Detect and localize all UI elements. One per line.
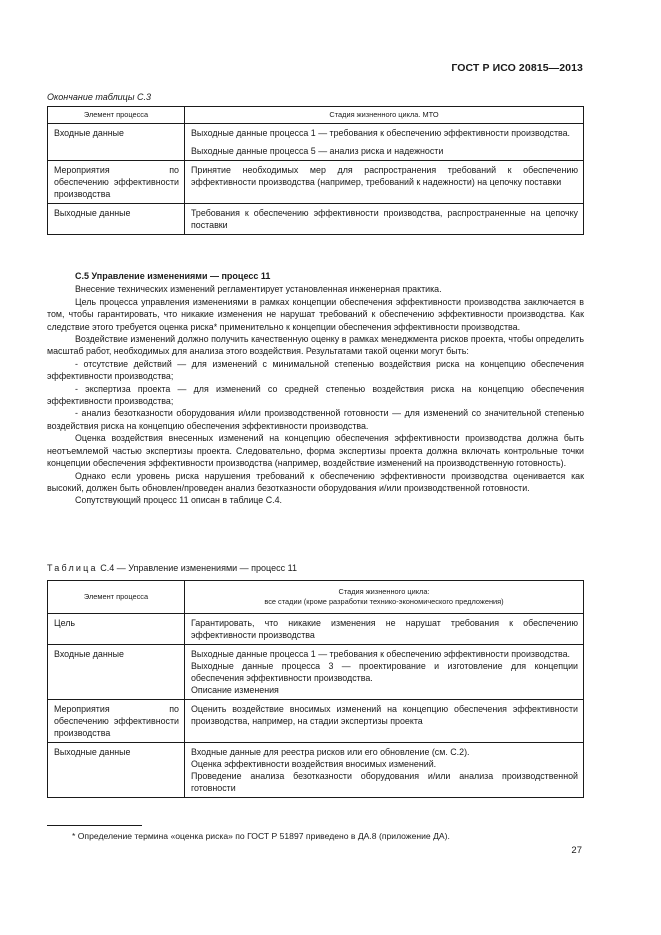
table-c4 <box>47 580 584 798</box>
list-item: - экспертиза проекта — для изменений со средней степенью воздействия риска на концепцию обеспечения эффективности производства; <box>47 383 584 407</box>
page-number: 27 <box>571 845 582 856</box>
table-header-row <box>48 581 584 614</box>
table-c3-caption: Окончание таблицы С.3 <box>47 92 151 102</box>
row-paragraph: Принятие необходимых мер для распространения требований к обеспечению эффективности производства (например, требований к надежности) на цепочку поставки <box>191 165 578 187</box>
row-element: Входные данные <box>48 645 185 700</box>
table-row <box>48 204 584 235</box>
row-line: Гарантировать, что никакие изменения не нарушат требования к обеспечению эффективности производства <box>191 618 578 640</box>
row-content <box>185 614 584 645</box>
row-line: Выходные данные процесса 3 — проектирование и изготовление для концепции обеспечения эффективности производства. <box>191 661 578 683</box>
col-header-line: все стадии (кроме разработки технико-экономического предложения) <box>264 597 504 606</box>
row-element: Входные данные <box>48 124 185 161</box>
table-row <box>48 124 584 161</box>
row-content <box>185 743 584 798</box>
section-c5 <box>47 270 584 507</box>
row-content <box>185 161 584 204</box>
table-c4-caption <box>47 563 297 573</box>
footnote-separator <box>47 825 142 826</box>
table-row <box>48 161 584 204</box>
table-header-row <box>48 107 584 124</box>
list-item: - анализ безотказности оборудования и/или производственной готовности — для изменений со значительной степенью воздействия риска на концепцию обеспечения эффективности производства. <box>47 408 584 431</box>
paragraph: Сопутствующий процесс 11 описан в таблице С.4. <box>75 495 282 506</box>
row-line: Оценить воздействие вносимых изменений на концепцию обеспечения эффективности производства, например, на стадии экспертизы проекта <box>191 704 578 726</box>
table-row <box>48 645 584 700</box>
list-item: - отсутствие действий — для изменений с минимальной степенью воздействия риска на концепцию обеспечения эффективности производства; <box>47 358 584 382</box>
table-row <box>48 614 584 645</box>
standard-header: ГОСТ Р ИСО 20815—2013 <box>451 62 583 74</box>
col-header-line: Стадия жизненного цикла: <box>338 587 430 596</box>
row-element: Мероприятия по обеспечению эффективности производства <box>48 161 185 204</box>
row-content <box>185 204 584 235</box>
row-element: Выходные данные <box>48 204 185 235</box>
table-c3 <box>47 106 584 235</box>
row-content <box>185 700 584 743</box>
paragraph: Цель процесса управления изменениями в рамках концепции обеспечения эффективности производства заключается в том, чтобы гарантировать, что никакие изменения не нарушат требований к обеспечению эффективности производства. Как следствие этого требуется оценка риска* применительно к концепции обеспечения эффективности производства. <box>47 296 584 332</box>
row-element: Цель <box>48 614 185 645</box>
footnote: * Определение термина «оценка риска» по ГОСТ Р 51897 приведено в ДА.8 (приложение ДА). <box>72 831 450 841</box>
row-paragraph: Выходные данные процесса 1 — требования к обеспечению эффективности производства. <box>191 128 571 138</box>
table-row <box>48 743 584 798</box>
caption-prefix: Таблица <box>47 563 98 573</box>
row-line: Входные данные для реестра рисков или его обновление (см. С.2). <box>191 747 470 757</box>
row-content <box>185 645 584 700</box>
table-row <box>48 700 584 743</box>
row-line: Выходные данные процесса 1 — требования к обеспечению эффективности производства. <box>191 649 571 659</box>
col-header-element: Элемент процесса <box>48 107 185 124</box>
col-header-stage: Стадия жизненного цикла. МТО <box>185 107 584 124</box>
section-heading: С.5 Управление изменениями — процесс 11 <box>75 271 271 281</box>
row-element: Выходные данные <box>48 743 185 798</box>
row-line: Оценка эффективности воздействия вносимых изменений. <box>191 759 437 769</box>
paragraph: Внесение технических изменений регламентирует установленная инженерная практика. <box>75 284 442 295</box>
row-paragraph: Выходные данные процесса 5 — анализ риска и надежности <box>191 146 444 156</box>
paragraph: Однако если уровень риска нарушения требований к обеспечению эффективности производства оценивается как высокий, должен быть обновлен/проведен анализ безотказности оборудования и/или производственной готовности. <box>47 470 584 493</box>
paragraph: Воздействие изменений должно получить качественную оценку в рамках менеджмента рисков проекта, чтобы определить масштаб работ, необходимых для анализа этого воздействия. Результатами такой оценки могут быть: <box>47 334 584 357</box>
col-header-element: Элемент процесса <box>48 581 185 614</box>
row-element: Мероприятия по обеспечению эффективности производства <box>48 700 185 743</box>
row-paragraph: Требования к обеспечению эффективности производства, распространенные на цепочку поставки <box>191 208 578 230</box>
caption-rest: С.4 — Управление изменениями — процесс 11 <box>100 563 297 573</box>
col-header-stage <box>185 581 584 614</box>
paragraph: Оценка воздействия внесенных изменений на концепцию обеспечения эффективности производства должна быть неотъемлемой частью экспертизы проекта. Следовательно, форма экспертизы проекта должна включать контрольные точки концепции обеспечения эффективности производства (например, воздействие изменений на производственную готовность). <box>47 433 584 469</box>
row-content <box>185 124 584 161</box>
row-line: Описание изменения <box>191 685 279 695</box>
row-line: Проведение анализа безотказности оборудования и/или анализа производственной готовности <box>191 771 578 793</box>
